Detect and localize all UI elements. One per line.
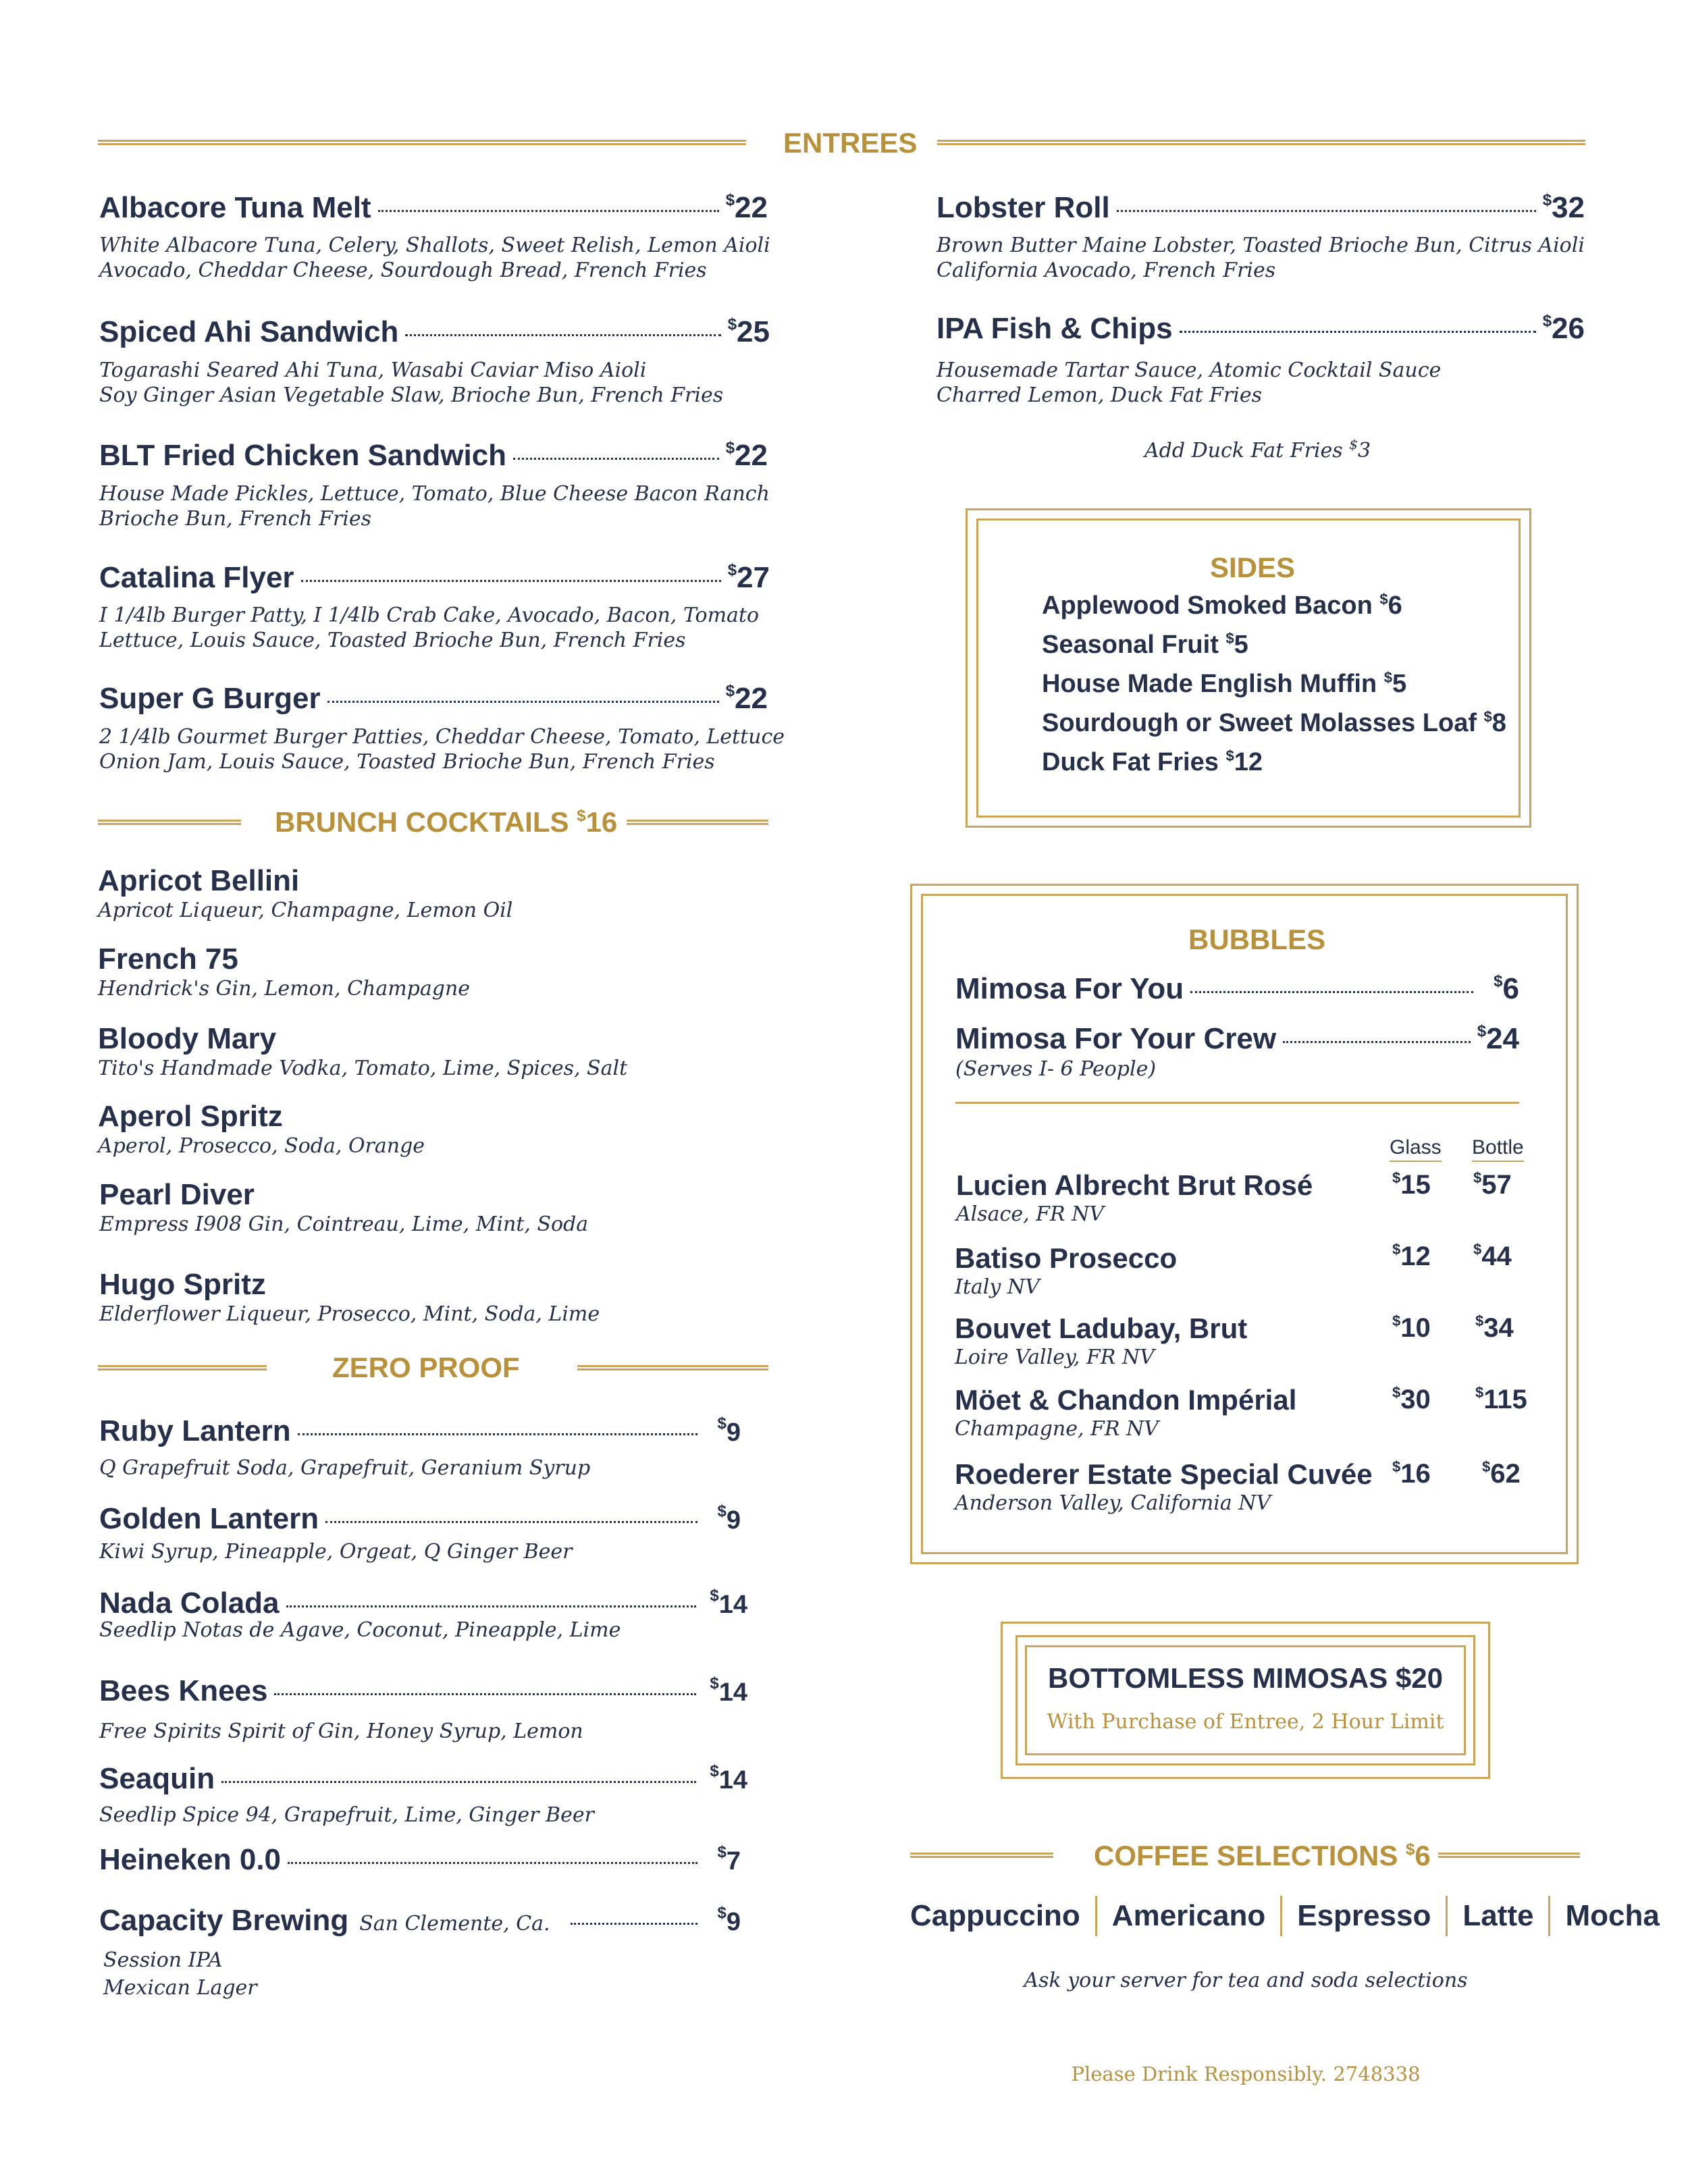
drink-name: Capacity Brewing (99, 1904, 349, 1937)
wine-item (955, 1384, 1296, 1441)
wine-region: Anderson Valley, California NV (955, 1491, 1271, 1515)
coffee-item: Mocha (1565, 1899, 1660, 1932)
drink-description: Seedlip Spice 94, Grapefruit, Lime, Ginger Beer (99, 1803, 594, 1827)
cocktail-name: Pearl Diver (99, 1178, 255, 1211)
side-item: Sourdough or Sweet Molasses Loaf $8 (1042, 708, 1506, 737)
entree-description: Housemade Tartar Sauce, Atomic Cocktail Sauce Charred Lemon, Duck Fat Fries (937, 358, 1442, 407)
mimosa-item (955, 972, 1519, 1006)
wine-glass-price: $12 (1392, 1241, 1431, 1271)
coffee-note: Ask your server for tea and soda selections (1024, 1969, 1468, 1992)
entree-name: Super G Burger (99, 682, 321, 715)
entree-item (99, 561, 770, 595)
drink-description: Seedlip Notas de Agave, Coconut, Pineapple, Lime (99, 1618, 621, 1642)
bubbles-divider (955, 1102, 1519, 1104)
wine-name: Bouvet Ladubay, Brut (955, 1312, 1248, 1344)
coffee-rule-left (910, 1853, 1053, 1858)
bubbles-title: BUBBLES (1188, 924, 1326, 955)
entrees-rule-right (937, 140, 1585, 145)
leader-dots (1180, 331, 1536, 333)
zero-proof-item (99, 1674, 747, 1708)
cocktail-item (99, 1178, 588, 1237)
cocktail-name: French 75 (98, 942, 238, 976)
wine-region: Italy NV (955, 1275, 1040, 1299)
mimosa-note: (Serves I- 6 People) (955, 1057, 1157, 1081)
wine-bottle-price: $62 (1482, 1458, 1521, 1489)
entree-name: IPA Fish & Chips (937, 312, 1173, 345)
drink-name: Nada Colada (99, 1587, 280, 1620)
drink-name: Bees Knees (99, 1674, 268, 1707)
cocktail-description: Hendrick's Gin, Lemon, Champagne (98, 977, 471, 1001)
zero-proof-rule-right (577, 1365, 768, 1370)
leader-dots (325, 1521, 697, 1523)
cocktail-item (98, 1022, 627, 1081)
cocktail-description: Apricot Liqueur, Champagne, Lemon Oil (98, 899, 513, 922)
side-item: House Made English Muffin $5 (1042, 669, 1407, 698)
drink-price: $9 (717, 1502, 741, 1535)
side-item: Applewood Smoked Bacon $6 (1042, 591, 1402, 620)
cocktail-item (98, 864, 512, 923)
coffee-item: Americano (1111, 1899, 1266, 1932)
drink-name: Seaquin (99, 1762, 215, 1795)
cocktail-name: Hugo Spritz (99, 1268, 266, 1301)
drink-price: $7 (717, 1843, 741, 1875)
leader-dots (286, 1605, 697, 1607)
coffee-title: COFFEE SELECTIONS $6 (1094, 1840, 1431, 1871)
entree-price: $32 (1542, 191, 1585, 224)
entree-item (937, 312, 1585, 346)
entree-item (99, 315, 770, 349)
bottle-label: Bottle (1472, 1136, 1524, 1162)
brunch-cocktails-title: BRUNCH COCKTAILS $16 (275, 806, 618, 838)
entree-name: BLT Fried Chicken Sandwich (99, 439, 507, 472)
cocktail-item (99, 1268, 600, 1327)
drink-price: $14 (710, 1587, 747, 1619)
bottomless-subtitle: With Purchase of Entree, 2 Hour Limit (1047, 1710, 1444, 1734)
brewery-location: San Clemente, Ca. (359, 1912, 550, 1936)
coffee-item: Espresso (1297, 1899, 1431, 1932)
drink-price: $9 (717, 1904, 741, 1936)
mimosa-name: Mimosa For You (955, 972, 1184, 1005)
cocktail-name: Apricot Bellini (98, 864, 300, 897)
cocktail-name: Bloody Mary (98, 1022, 277, 1055)
zero-proof-rule-left (98, 1365, 267, 1370)
add-duck-fat-fries: Add Duck Fat Fries $3 (1144, 436, 1371, 462)
mimosa-price: $6 (1494, 972, 1519, 1005)
cocktail-description: Tito's Handmade Vodka, Tomato, Lime, Spices, Salt (98, 1057, 628, 1080)
leader-dots (1117, 210, 1536, 212)
zero-proof-item (99, 1587, 747, 1620)
wine-name: Möet & Chandon Impérial (955, 1384, 1297, 1416)
drink-price: $14 (710, 1762, 747, 1794)
cocktail-description: Elderflower Liqueur, Prosecco, Mint, Soda, Lime (99, 1302, 600, 1326)
entree-name: Spiced Ahi Sandwich (99, 315, 399, 348)
wine-name: Lucien Albrecht Brut Rosé (956, 1169, 1313, 1201)
drink-description: Q Grapefruit Soda, Grapefruit, Geranium Syrup (99, 1456, 591, 1480)
leader-dots (1190, 991, 1473, 993)
side-item: Duck Fat Fries $12 (1042, 747, 1263, 776)
wine-name: Roederer Estate Special Cuvée (955, 1458, 1373, 1490)
entree-item (937, 191, 1585, 225)
cocktail-description: Aperol, Prosecco, Soda, Orange (98, 1134, 425, 1158)
entree-name: Lobster Roll (937, 191, 1110, 224)
entree-description: White Albacore Tuna, Celery, Shallots, Sweet Relish, Lemon Aioli Avocado, Cheddar Cheese, Sourdough Bread, French Fries (99, 234, 770, 282)
wine-region: Champagne, FR NV (955, 1417, 1159, 1441)
leader-dots (405, 334, 720, 336)
sides-title: SIDES (1210, 552, 1296, 583)
cocktail-item (98, 942, 470, 1001)
cocktail-item (98, 1100, 425, 1158)
wine-bottle-price: $44 (1473, 1241, 1512, 1271)
entree-description: Brown Butter Maine Lobster, Toasted Brioche Bun, Citrus Aioli California Avocado, French Fries (937, 234, 1585, 282)
drink-name: Heineken 0.0 (99, 1843, 282, 1876)
wine-glass-price: $30 (1392, 1384, 1431, 1414)
wine-name: Batiso Prosecco (955, 1242, 1178, 1274)
wine-region: Alsace, FR NV (956, 1202, 1105, 1226)
leader-dots (327, 701, 719, 703)
wine-item (955, 1242, 1177, 1300)
bottomless-title: BOTTOMLESS MIMOSAS $20 (1048, 1662, 1443, 1694)
wine-item (955, 1312, 1247, 1370)
mimosa-price: $24 (1477, 1022, 1519, 1055)
leader-dots (1283, 1041, 1471, 1043)
entree-description: 2 1/4lb Gourmet Burger Patties, Cheddar Cheese, Tomato, Lettuce Onion Jam, Louis Sauce, Toasted Brioche Bun, French Fries (99, 725, 785, 774)
coffee-rule-right (1438, 1853, 1580, 1858)
entree-price: $26 (1542, 312, 1585, 345)
brunch-rule-right (627, 820, 768, 825)
leader-dots (301, 580, 721, 582)
wine-item (956, 1169, 1313, 1227)
entree-price: $22 (725, 439, 768, 472)
entree-name: Albacore Tuna Melt (99, 191, 371, 224)
entrees-title: ENTREES (783, 127, 918, 159)
zero-proof-title: ZERO PROOF (332, 1352, 520, 1383)
entree-price: $22 (725, 191, 768, 224)
leader-dots (221, 1781, 696, 1783)
brunch-rule-left (98, 820, 241, 825)
cocktail-description: Empress I908 Gin, Cointreau, Lime, Mint, Soda (99, 1213, 589, 1236)
wine-glass-price: $15 (1392, 1169, 1431, 1200)
wine-bottle-price: $57 (1473, 1169, 1512, 1200)
zero-proof-item (99, 1762, 747, 1796)
wine-glass-price: $16 (1392, 1458, 1431, 1489)
cocktail-name: Aperol Spritz (98, 1100, 283, 1133)
wine-bottle-price: $34 (1475, 1312, 1514, 1343)
wine-bottle-price: $115 (1475, 1384, 1527, 1414)
leader-dots (288, 1862, 697, 1864)
entree-name: Catalina Flyer (99, 561, 294, 594)
entree-item (99, 682, 768, 716)
drink-price: $14 (710, 1674, 747, 1707)
leader-dots (571, 1923, 697, 1925)
entree-price: $22 (725, 682, 768, 715)
glass-label: Glass (1390, 1136, 1442, 1162)
zero-proof-item (99, 1414, 741, 1448)
entree-description: I 1/4lb Burger Patty, I 1/4lb Crab Cake, Avocado, Bacon, Tomato Lettuce, Louis Sauce, Toasted Brioche Bun, French Fries (99, 604, 760, 652)
mimosa-name: Mimosa For Your Crew (955, 1022, 1277, 1055)
entree-item (99, 191, 768, 225)
entree-description: Togarashi Seared Ahi Tuna, Wasabi Caviar Miso Aioli Soy Ginger Asian Vegetable Slaw, Brioche Bun, French Fries (99, 358, 724, 407)
capacity-styles: Session IPA Mexican Lager (103, 1948, 257, 2000)
drink-description: Free Spirits Spirit of Gin, Honey Syrup, Lemon (99, 1720, 583, 1743)
coffee-item: Latte (1462, 1899, 1534, 1932)
footer-note: Please Drink Responsibly. 2748338 (1071, 2062, 1421, 2085)
side-item: Seasonal Fruit $5 (1042, 630, 1248, 659)
mimosa-item (955, 1022, 1519, 1056)
drink-name: Ruby Lantern (99, 1414, 291, 1447)
zero-proof-item (99, 1502, 741, 1536)
entree-description: House Made Pickles, Lettuce, Tomato, Blue Cheese Bacon Ranch Brioche Bun, French Fries (99, 482, 770, 531)
leader-dots (513, 458, 719, 460)
leader-dots (298, 1433, 697, 1435)
coffee-item: Cappuccino (910, 1899, 1080, 1932)
drink-description: Kiwi Syrup, Pineapple, Orgeat, Q Ginger Beer (99, 1540, 573, 1564)
drink-price: $9 (717, 1414, 741, 1447)
sides-list (1042, 591, 1506, 787)
leader-dots (274, 1693, 696, 1695)
wine-item (955, 1458, 1373, 1516)
entree-price: $25 (727, 315, 770, 348)
entree-price: $27 (727, 561, 770, 594)
zero-proof-item (99, 1843, 741, 1877)
coffee-list (895, 1896, 1674, 1936)
drink-name: Golden Lantern (99, 1502, 319, 1535)
capacity-brewing-item (99, 1904, 741, 1938)
entree-item (99, 439, 768, 473)
entrees-rule-left (98, 140, 746, 145)
leader-dots (378, 210, 719, 212)
wine-glass-price: $10 (1392, 1312, 1431, 1343)
wine-region: Loire Valley, FR NV (955, 1346, 1155, 1369)
